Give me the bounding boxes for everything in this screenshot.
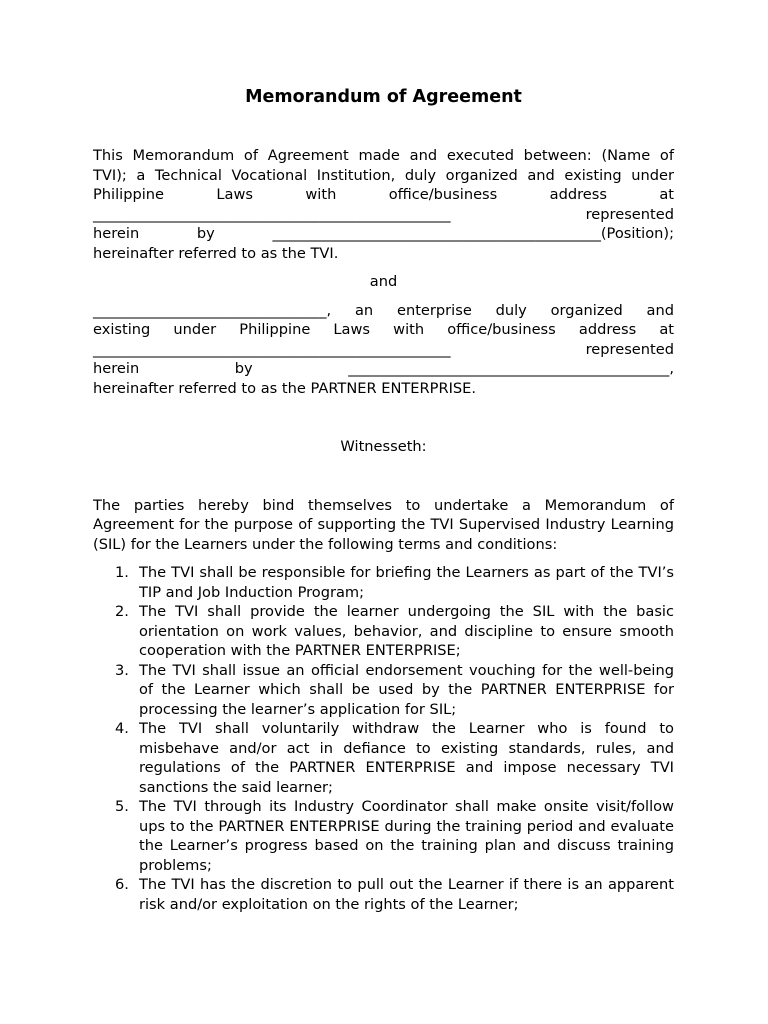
terms-list xyxy=(93,563,674,914)
tvi-line: hereinafter referred to as the TVI. xyxy=(93,244,339,262)
tvi-line: herein by _____________________________________________(Position); xyxy=(93,225,674,242)
tvi-line: _________________________________________________ represented xyxy=(93,205,674,223)
term-text: The TVI shall provide the learner undergoing the SIL with the basic orientation on work values, behavior, and discipline to ensure smooth cooperation with the PARTNER ENTERPRISE; xyxy=(139,603,674,659)
partner-line: _________________________________________________ represented xyxy=(93,340,674,358)
term-number: 2. xyxy=(115,603,129,620)
tvi-line: TVI); a Technical Vocational Institution, duly organized and existing under xyxy=(93,166,674,184)
partner-line: herein by ____________________________________________, xyxy=(93,360,674,377)
and-conjunction: and xyxy=(369,273,398,290)
tvi-line: Philippine Laws with office/business address at xyxy=(93,186,674,203)
term-number: 1. xyxy=(115,564,129,581)
document-title: Memorandum of Agreement xyxy=(245,87,522,107)
term-text: The TVI shall voluntarily withdraw the Learner who is found to misbehave and/or act in defiance to existing standards, rules, and regulations of the PARTNER ENTERPRISE and impose necessary TVI sanctions the said learner; xyxy=(139,720,674,796)
term-text: The TVI through its Industry Coordinator shall make onsite visit/follow ups to the PARTNER ENTERPRISE during the training period and evaluate the Learner’s progress based on the training plan and discuss training problems; xyxy=(139,798,674,874)
document-page xyxy=(93,86,674,914)
tvi-line: This Memorandum of Agreement made and executed between: (Name of xyxy=(93,147,674,164)
term-item xyxy=(93,563,674,602)
term-number: 5. xyxy=(115,798,129,815)
term-item xyxy=(93,602,674,661)
term-item xyxy=(93,719,674,797)
tvi-party-paragraph xyxy=(93,146,674,263)
partner-line: existing under Philippine Laws with office/business address at xyxy=(93,321,674,338)
term-number: 6. xyxy=(115,876,129,893)
term-text: The TVI has the discretion to pull out the Learner if there is an apparent risk and/or exploitation on the rights of the Learner; xyxy=(139,876,674,913)
partner-line: ________________________________, an enterprise duly organized and xyxy=(93,301,674,319)
witnesseth-heading: Witnesseth: xyxy=(340,438,427,455)
term-item xyxy=(93,797,674,875)
partner-line: hereinafter referred to as the PARTNER ENTERPRISE. xyxy=(93,379,477,397)
partner-party-paragraph xyxy=(93,301,674,399)
term-text: The TVI shall issue an official endorsement vouching for the well-being of the Learner which shall be used by the PARTNER ENTERPRISE for processing the learner’s application for SIL; xyxy=(139,661,674,718)
term-item xyxy=(93,661,674,720)
term-text: The TVI shall be responsible for briefing the Learners as part of the TVI’s TIP and Job Induction Program; xyxy=(139,564,674,601)
intro-paragraph: The parties hereby bind themselves to undertake a Memorandum of Agreement for the purpose of supporting the TVI Supervised Industry Learning (SIL) for the Learners under the following terms and conditions: xyxy=(93,496,674,553)
term-item xyxy=(93,875,674,914)
term-number: 4. xyxy=(115,720,129,737)
term-number: 3. xyxy=(115,661,129,679)
